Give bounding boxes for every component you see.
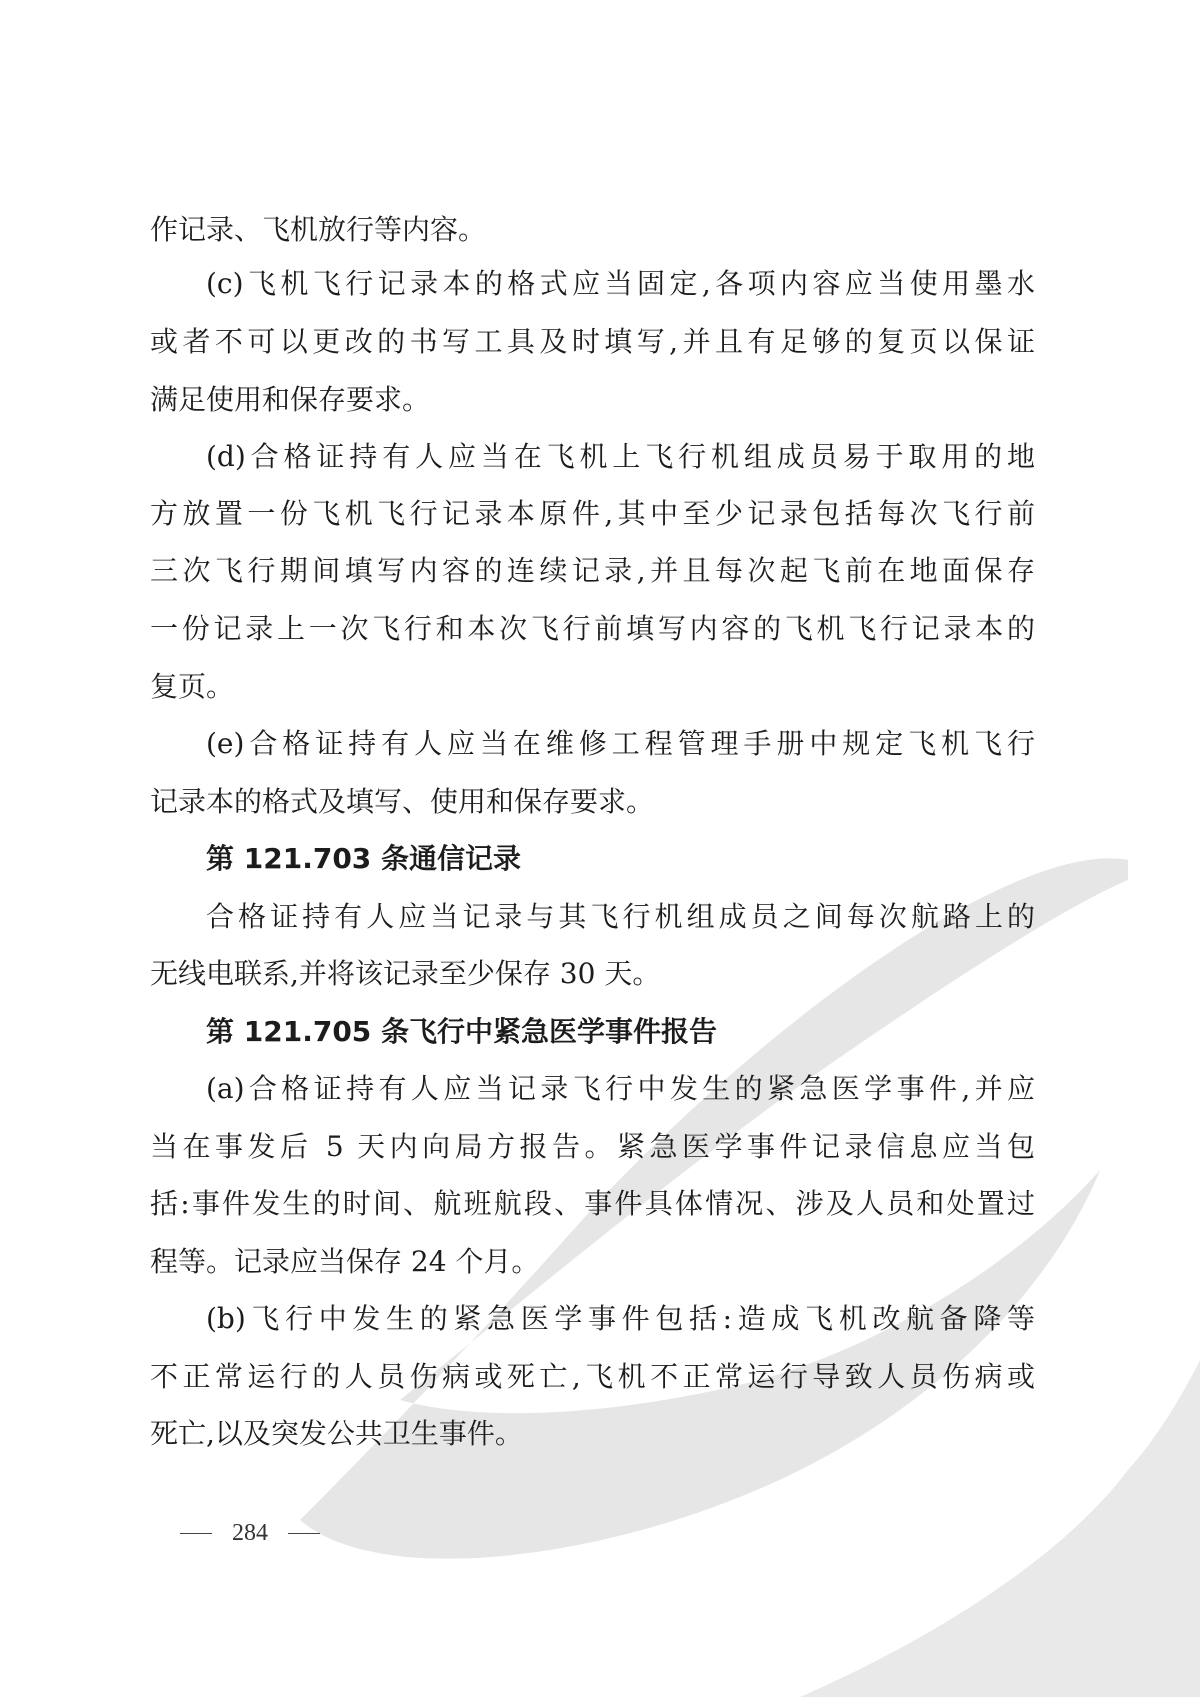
text-line-8: 一份记录上一次飞行和本次飞行前填写内容的飞机飞行记录本的 (150, 612, 1035, 645)
text-line-19: 程等。记录应当保存 24 个月。 (150, 1245, 540, 1278)
section-heading-121-703: 第 121.703 条通信记录 (206, 842, 522, 875)
text-line-6: 方放置一份飞机飞行记录本原件,其中至少记录包括每次飞行前 (150, 497, 1035, 530)
text-line-22: 死亡,以及突发公共卫生事件。 (150, 1417, 523, 1450)
text-line-4: 满足使用和保存要求。 (150, 383, 431, 416)
text-line-14: 无线电联系,并将该记录至少保存 30 天。 (150, 957, 661, 990)
text-line-7: 三次飞行期间填写内容的连续记录,并且每次起飞前在地面保存 (150, 554, 1035, 587)
page-number-value: 284 (232, 1520, 268, 1546)
page-number-right-dash (288, 1533, 320, 1534)
section-heading-121-705: 第 121.705 条飞行中紧急医学事件报告 (206, 1015, 718, 1048)
page-number (180, 1515, 320, 1551)
text-line-20: (b)飞行中发生的紧急医学事件包括:造成飞机改航备降等 (206, 1302, 1035, 1335)
text-line-5: (d)合格证持有人应当在飞机上飞行机组成员易于取用的地 (206, 440, 1035, 473)
text-line-11: 记录本的格式及填写、使用和保存要求。 (150, 785, 655, 818)
text-line-17: 当在事发后 5 天内向局方报告。紧急医学事件记录信息应当包 (150, 1130, 1035, 1163)
text-line-2: (c)飞机飞行记录本的格式应当固定,各项内容应当使用墨水 (206, 267, 1035, 300)
page-number-left-dash (180, 1533, 212, 1534)
text-line-9: 复页。 (150, 670, 235, 703)
text-line-16: (a)合格证持有人应当记录飞行中发生的紧急医学事件,并应 (206, 1072, 1035, 1105)
text-line-10: (e)合格证持有人应当在维修工程管理手册中规定飞机飞行 (206, 727, 1035, 760)
text-line-3: 或者不可以更改的书写工具及时填写,并且有足够的复页以保证 (150, 325, 1035, 358)
text-line-13: 合格证持有人应当记录与其飞行机组成员之间每次航路上的 (206, 900, 1035, 933)
text-line-21: 不正常运行的人员伤病或死亡,飞机不正常运行导致人员伤病或 (150, 1360, 1035, 1393)
text-line-1: 作记录、飞机放行等内容。 (150, 213, 487, 246)
text-line-18: 括:事件发生的时间、航班航段、事件具体情况、涉及人员和处置过 (150, 1187, 1035, 1220)
